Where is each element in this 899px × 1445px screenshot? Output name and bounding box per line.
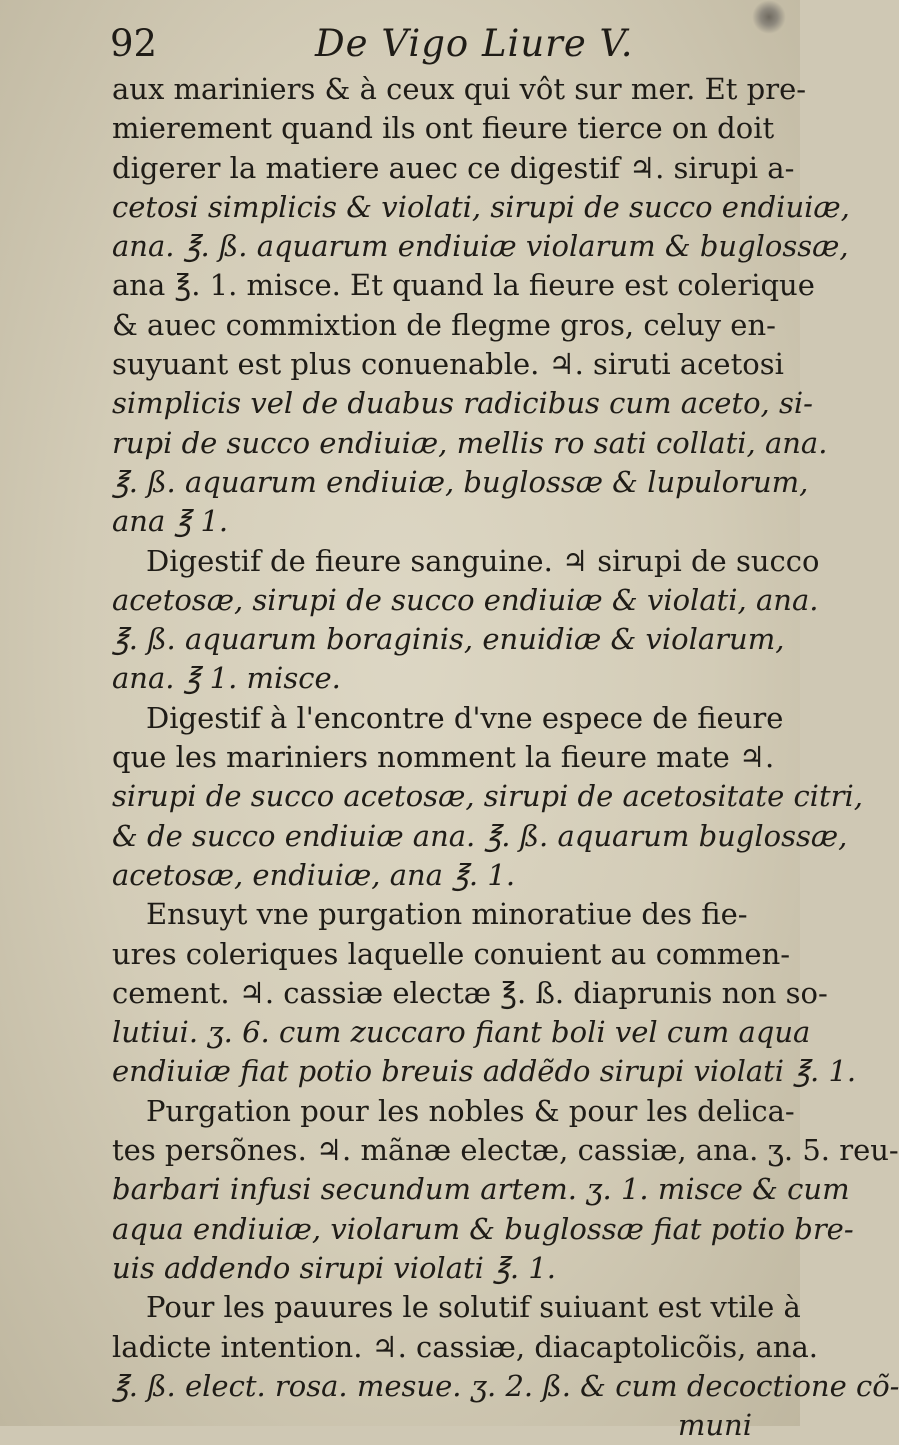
text-line: Purgation pour les nobles & pour les delica- — [146, 1093, 795, 1128]
text-line: ana ℥. 1. misce. Et quand la fieure est colerique — [112, 268, 815, 303]
ink-spot — [752, 0, 786, 34]
text-line: simplicis vel de duabus radicibus cum aceto, si- — [112, 386, 813, 421]
text-line: que les mariniers nomment la fieure mate ♃. — [112, 740, 775, 775]
text-line: tes persõnes. ♃. mãnæ electæ, cassiæ, ana. ʒ. 5. reu- — [112, 1133, 899, 1168]
text-line: ana ℥ 1. — [112, 504, 229, 539]
text-line: & auec commixtion de flegme gros, celuy en- — [112, 307, 776, 342]
text-line: Digestif de fieure sanguine. ♃ sirupi de succo — [146, 543, 820, 578]
text-line: cement. ♃. cassiæ electæ ℥. ß. diaprunis non so- — [112, 975, 828, 1010]
text-line: endiuiæ fiat potio breuis addẽdo sirupi violati ℥. 1. — [112, 1054, 857, 1089]
text-line: suyuant est plus conuenable. ♃. siruti acetosi — [112, 347, 784, 382]
text-line: sirupi de succo acetosæ, sirupi de acetositate citri, — [112, 779, 863, 814]
text-line: aux mariniers & à ceux qui vôt sur mer. Et pre- — [112, 72, 807, 106]
text-line: barbari infusi secundum artem. ʒ. 1. misce & cum — [112, 1172, 850, 1207]
text-line: aqua endiuiæ, violarum & buglossæ fiat potio bre- — [112, 1211, 854, 1246]
text-line: mierement quand ils ont fieure tierce on doit — [112, 111, 775, 146]
text-line: ℥. ß. aquarum endiuiæ, buglossæ & lupulorum, — [112, 464, 809, 499]
text-line: acetosæ, endiuiæ, ana ℥. 1. — [112, 857, 516, 892]
text-line: ana. ℥. ß. aquarum endiuiæ violarum & buglossæ, — [112, 229, 849, 264]
text-line: uis addendo sirupi violati ℥. 1. — [112, 1250, 556, 1285]
text-line: ana. ℥ 1. misce. — [112, 661, 341, 696]
body-text — [112, 70, 899, 1445]
text-line: ladicte intention. ♃. cassiæ, diacaptolicõis, ana. — [112, 1329, 818, 1364]
text-line: acetosæ, sirupi de succo endiuiæ & violati, ana. — [112, 582, 819, 617]
running-head: De Vigo Liure V. — [315, 22, 634, 65]
page-number: 92 — [110, 22, 158, 65]
text-line: rupi de succo endiuiæ, mellis ro sati collati, ana. — [112, 425, 828, 460]
text-line: digerer la matiere auec ce digestif ♃. sirupi a- — [112, 150, 795, 185]
text-line: Digestif à l'encontre d'vne espece de fieure — [146, 700, 784, 735]
text-line: ℥. ß. elect. rosa. mesue. ʒ. 2. ß. & cum decoctione cõ- — [112, 1368, 899, 1403]
text-line: Pour les pauures le solutif suiuant est vtile à — [146, 1290, 801, 1325]
text-line: ures coleriques laquelle conuient au commen- — [112, 936, 791, 971]
text-line: muni — [677, 1408, 752, 1443]
text-line: lutiui. ʒ. 6. cum zuccaro fiant boli vel cum aqua — [112, 1015, 811, 1050]
text-line: & de succo endiuiæ ana. ℥. ß. aquarum buglossæ, — [112, 818, 848, 853]
text-line: Ensuyt vne purgation minoratiue des fie- — [146, 897, 748, 932]
text-line: ℥. ß. aquarum boraginis, enuidiæ & violarum, — [112, 622, 785, 657]
text-line: cetosi simplicis & violati, sirupi de succo endiuiæ, — [112, 189, 850, 224]
page-header — [110, 20, 730, 68]
